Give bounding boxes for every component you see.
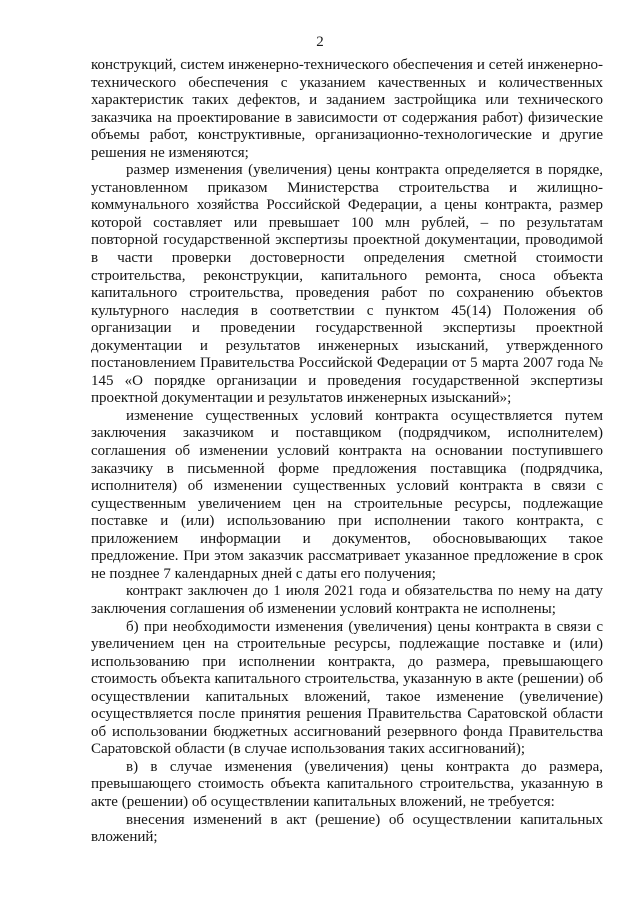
paragraph-item-v: в) в случае изменения (увеличения) цены контракта до размера, превышающего стоимость объекта капитального строительства, указанную в акте (решении) об осуществлении капитальных вложений, не требуется:: [91, 758, 603, 810]
paragraph-amendment-not-required: внесения изменений в акт (решение) об осуществлении капитальных вложений;: [91, 811, 603, 846]
paragraph-contract-change-procedure: изменение существенных условий контракта осуществляется путем заключения заказчиком и поставщиком (подрядчиком, исполнителем) соглашения об изменении условий контракта на основании поступившего заказчику в письменной форме предложения поставщика (подрядчика, исполнителя) об изменении существенных условий контракта в связи с существенным увеличением цен на строительные ресурсы, подлежащие поставке и (или) использованию при исполнении такого контракта, с приложением информации и документов, обосновывающих такое предложение. При этом заказчик рассматривает указанное предложение в срок не позднее 7 календарных дней с даты его получения;: [91, 407, 603, 582]
paragraph-continuation: конструкций, систем инженерно-технического обеспечения и сетей инженерно-технического обеспечения с указанием качественных и количественных характеристик таких дефектов, и заданием застройщика или технического заказчика на проектирование в зависимости от содержания работ) физические объемы работ, конструктивные, организационно-технологические и другие решения не изменяются;: [91, 57, 603, 161]
document-body: [91, 57, 603, 847]
page-number: 2: [316, 34, 324, 50]
paragraph-price-increase-size: размер изменения (увеличения) цены контракта определяется в порядке, установленном приказом Министерства строительства и жилищно-коммунального хозяйства Российской Федерации, а цены контракта, размер которой составляет или превышает 100 млн рублей, – по результатам повторной государственной экспертизы проектной документации, проводимой в части проверки достоверности определения сметной стоимости строительства, реконструкции, капитального ремонта, сноса объекта капитального строительства, проведения работ по сохранению объектов культурного наследия в соответствии с пунктом 45(14) Положения об организации и проведении государственной экспертизы проектной документации и результатов инженерных изысканий, утвержденного постановлением Правительства Российской Федерации от 5 марта 2007 года № 145 «О порядке организации и проведения государственной экспертизы проектной документации и результатов инженерных изысканий»;: [91, 162, 603, 407]
paragraph-item-b: б) при необходимости изменения (увеличения) цены контракта в связи с увеличением цен на строительные ресурсы, подлежащие поставке и (или) использованию при исполнении контракта, до размера, превышающего стоимость объекта капитального строительства, указанную в акте (решении) об осуществлении капитальных вложений, такое изменение (увеличение) осуществляется после принятия решения Правительства Саратовской области об использовании бюджетных ассигнований резервного фонда Правительства Саратовской области (в случае использования таких ассигнований);: [91, 618, 603, 758]
paragraph-contract-date-condition: контракт заключен до 1 июля 2021 года и обязательства по нему на дату заключения соглашения об изменении условий контракта не исполнены;: [91, 583, 603, 617]
